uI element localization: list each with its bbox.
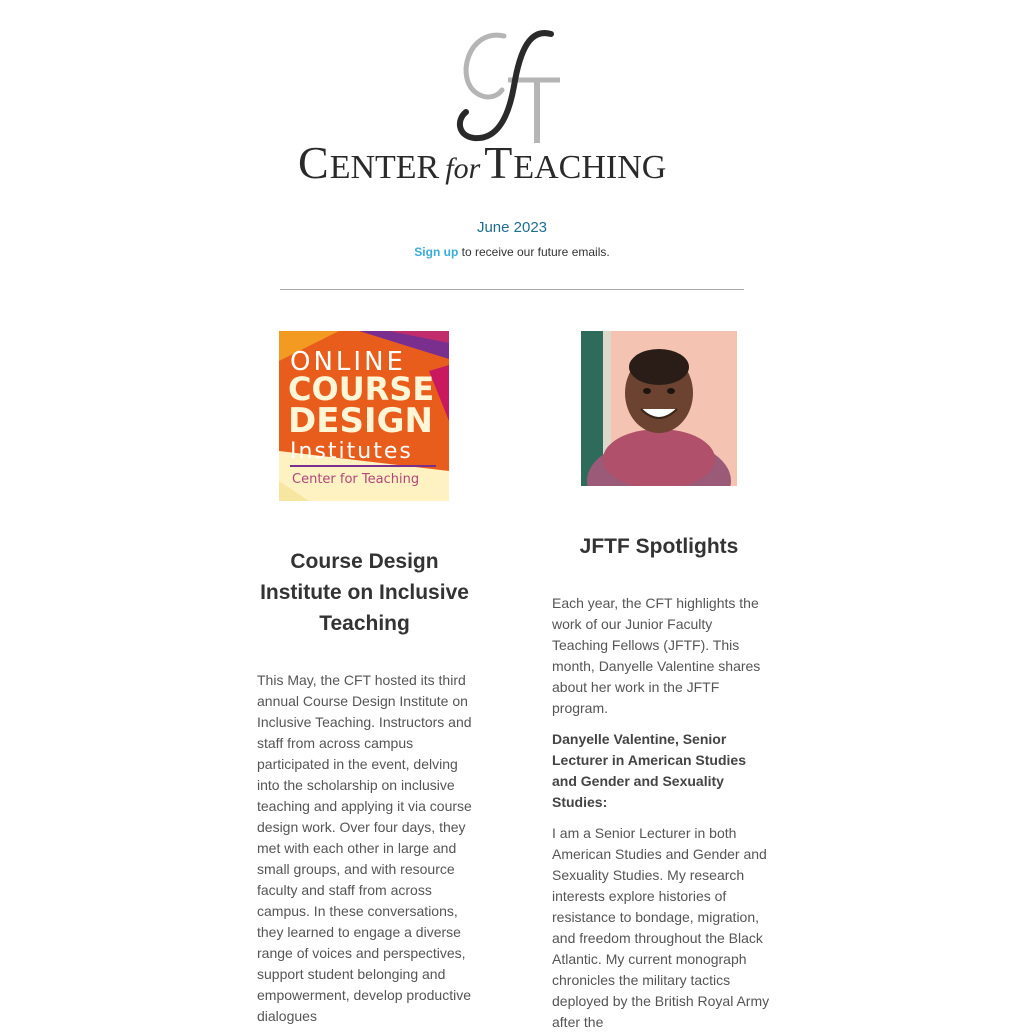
logo-word-center-rest: ENTER — [329, 149, 440, 186]
danyelle-valentine-photo[interactable] — [581, 331, 737, 486]
logo-wordmark — [298, 136, 726, 196]
jftf-spotlights-title: JFTF Spotlights — [579, 535, 739, 558]
course-design-institute-title: Course Design Institute on Inclusive Teaching — [260, 550, 469, 635]
ocdi-line-online: ONLINE — [290, 347, 406, 377]
newsletter-date: June 2023 — [476, 219, 548, 236]
signup-link[interactable]: Sign up — [414, 245, 459, 259]
logo-word-teaching-rest: EACHING — [513, 149, 667, 186]
ocdi-line-course: COURSE — [288, 370, 435, 408]
jftf-body-text: I am a Senior Lecturer in both American Studies and Gender and Sexuality Studies. My research interests explore histories of resistance to bondage, migration, and freedom throughout the Black Atlantic. My current monograph chronicles the military tactics deployed by the British Royal Army after the — [552, 825, 770, 1030]
signup-text: to receive our future emails. — [458, 245, 610, 259]
portrait-graphic — [581, 331, 737, 486]
ocdi-line-center: Center for Teaching — [292, 472, 420, 487]
ocdi-line-institutes: Institutes — [290, 439, 413, 464]
logo-word-for: for — [445, 152, 481, 185]
signup-line — [0, 245, 1024, 259]
jftf-intro-text: Each year, the CFT highlights the work of our Junior Faculty Teaching Fellows (JFTF). This month, Danyelle Valentine shares about her work in the JFTF program. — [552, 595, 761, 716]
ocdi-graphic — [279, 331, 449, 501]
header-divider — [280, 289, 744, 290]
logo-word-teaching: T — [484, 137, 514, 188]
cft-logo-mark — [456, 28, 566, 146]
logo-word-center: C — [298, 137, 330, 188]
center-for-teaching-logo — [298, 28, 726, 196]
course-design-institute-body: This May, the CFT hosted its third annual Course Design Institute on Inclusive Teaching. Instructors and staff from across campus participated in the event, delving into the scholarship on inclusive teaching and applying it via course design work. Over four days, they met with each other in large and small groups, and with resource faculty and staff from across campus. In these conversations, they learned to engage a diverse range of voices and perspectives, support student belonging and empowerment, develop productive dialogues — [257, 672, 472, 1024]
jftf-byline: Danyelle Valentine, Senior Lecturer in American Studies and Gender and Sexuality Studies: — [552, 731, 746, 810]
online-course-design-institutes-image[interactable] — [279, 331, 449, 501]
ocdi-line-design: DESIGN — [288, 401, 433, 441]
